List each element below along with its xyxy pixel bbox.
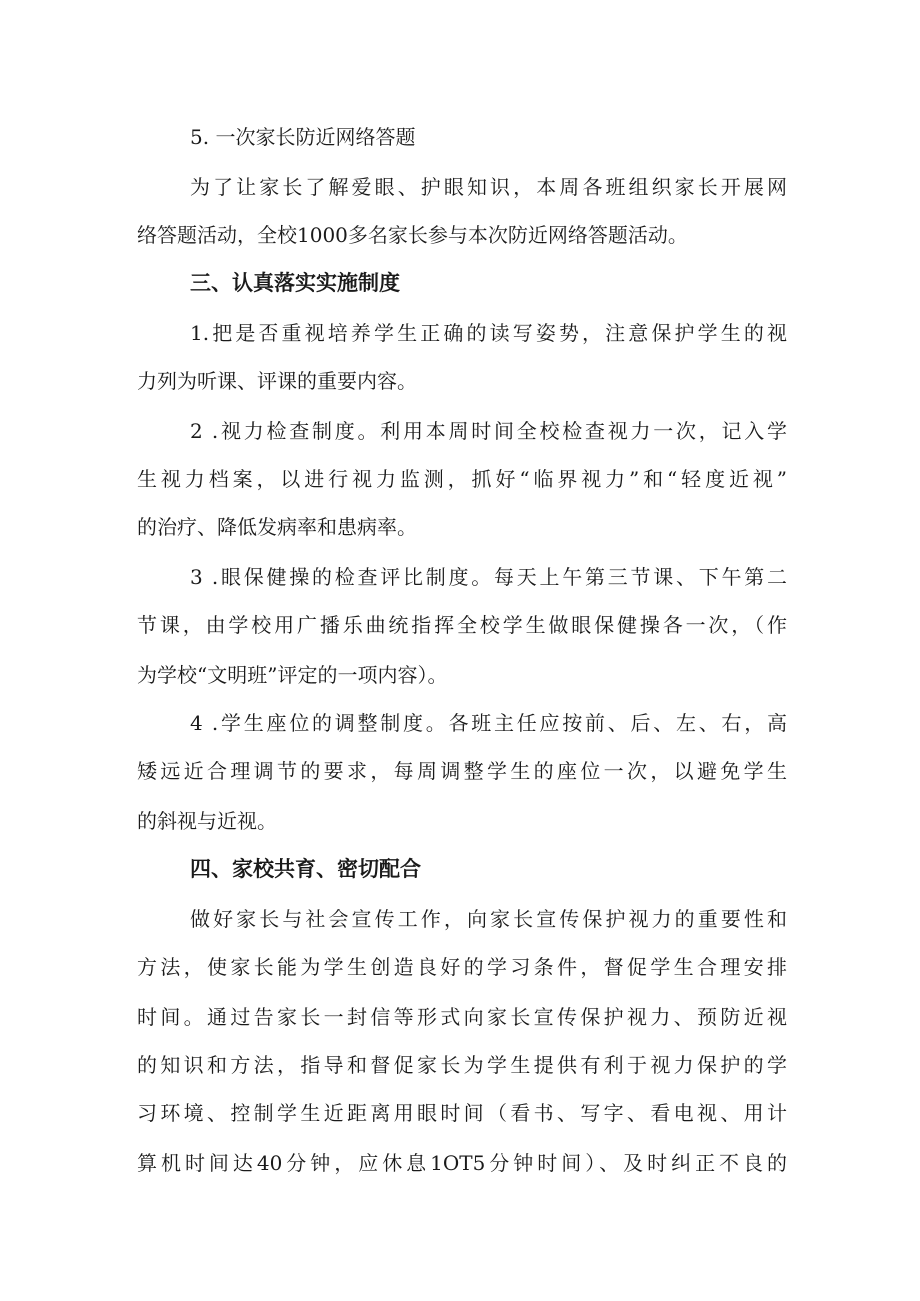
paragraph-line: 生视力档案，以进行视力监测，抓好“临界视力”和“轻度近视” (137, 467, 787, 491)
paragraph-line: 4 .学生座位的调整制度。各班主任应按前、后、左、右，高 (190, 711, 787, 735)
paragraph-line: 3 .眼保健操的检查评比制度。每天上午第三节课、下午第二 (190, 565, 787, 589)
paragraph-line: 节课，由学校用广播乐曲统指挥全校学生做眼保健操各一次，（作 (137, 613, 787, 637)
paragraph-line: 的治疗、降低发病率和患病率。 (137, 515, 417, 539)
paragraph-line: 为了让家长了解爱眼、护眼知识，本周各班组织家长开展网 (190, 175, 787, 199)
paragraph-line: 的知识和方法，指导和督促家长为学生提供有利于视力保护的学 (137, 1053, 787, 1077)
paragraph-line: 方法，使家长能为学生创造良好的学习条件，督促学生合理安排 (137, 955, 787, 979)
paragraph-line: 的斜视与近视。 (137, 809, 277, 833)
paragraph-line: 做好家长与社会宣传工作，向家长宣传保护视力的重要性和 (190, 907, 787, 931)
item-5-title: 5. 一次家长防近网络答题 (190, 125, 416, 149)
paragraph-line: 2 .视力检查制度。利用本周时间全校检查视力一次，记入学 (190, 419, 787, 443)
section-heading-3: 三、认真落实实施制度 (190, 271, 400, 295)
paragraph-line: 为学校“文明班”评定的一项内容）。 (137, 663, 448, 687)
paragraph-line: 力列为听课、评课的重要内容。 (137, 369, 417, 393)
paragraph-line: 算机时间达40分钟，应休息1OT5分钟时间）、及时纠正不良的 (137, 1151, 787, 1175)
paragraph-line: 时间。通过告家长一封信等形式向家长宣传保护视力、预防近视 (137, 1005, 787, 1029)
paragraph-line: 习环境、控制学生近距离用眼时间（看书、写字、看电视、用计 (137, 1101, 787, 1125)
paragraph-line: 1.把是否重视培养学生正确的读写姿势，注意保护学生的视 (190, 321, 787, 345)
paragraph-line: 矮远近合理调节的要求，每周调整学生的座位一次，以避免学生 (137, 759, 787, 783)
section-heading-4: 四、家校共育、密切配合 (190, 857, 421, 881)
paragraph-line: 络答题活动，全校1000多名家长参与本次防近网络答题活动。 (137, 223, 688, 247)
